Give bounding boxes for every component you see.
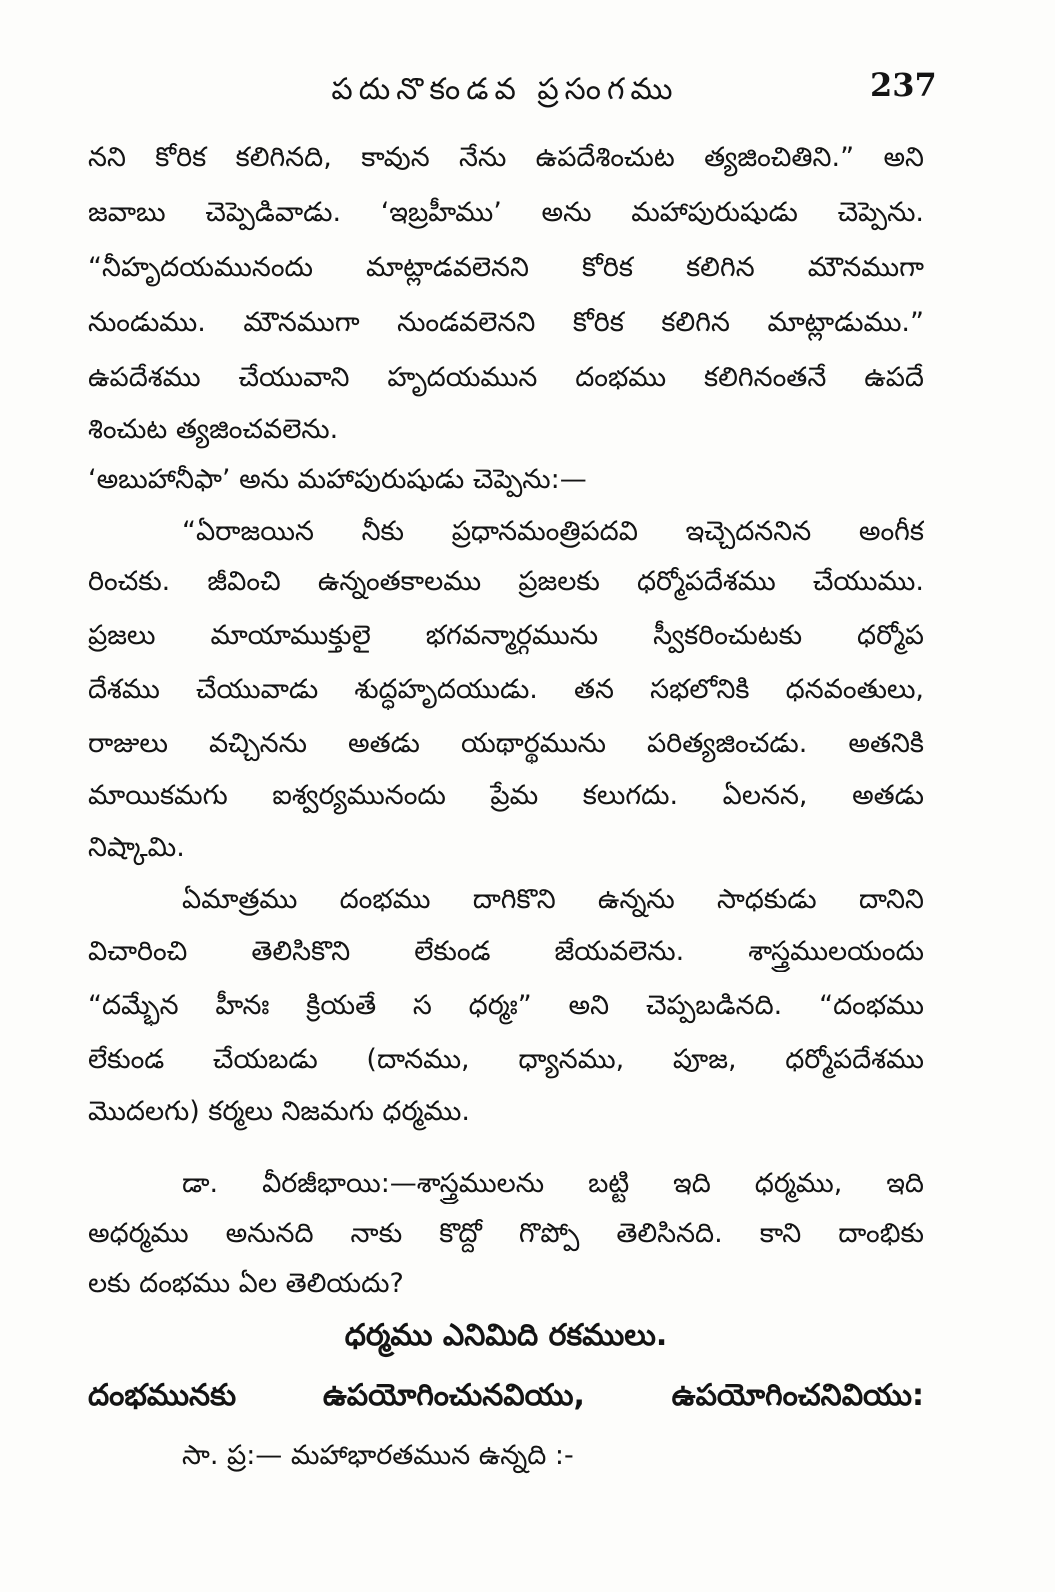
text-line: రాజులు వచ్చినను అతడు యథార్థమును పరిత్యజించడు. అతనికి [88,728,924,759]
text-line: శించుట త్యజించవలెను. [88,414,339,445]
text-line: నిష్కామి. [88,832,185,863]
source-line: సా. ప్ర:— మహాభారతమున ఉన్నది :- [182,1440,574,1471]
text-line: డా. వీరజీభాయి:—శాస్త్రములను బట్టి ఇది ధర్మము, ఇది [182,1168,924,1199]
chapter-title: పదునొకండవ ప్రసంగము [331,72,679,107]
text-line: ప్రజలు మాయాముక్తులై భగవన్మార్గమును స్వీకరించుటకు ధర్మోప [88,620,924,651]
text-line: మొదలగు) కర్మలు నిజమగు ధర్మము. [88,1096,470,1127]
text-line: రించకు. జీవించి ఉన్నంతకాలము ప్రజలకు ధర్మోపదేశము చేయుము. [88,566,924,597]
text-line: దేశము చేయువాడు శుద్ధహృదయుడు. తన సభలోనికి ధనవంతులు, [88,674,924,705]
text-line: “దమ్భేన హీనః క్రియతే స ధర్మః” అని చెప్పబడినది. “దంభము [88,990,924,1021]
text-line: నని కోరిక కలిగినది, కావున నేను ఉపదేశించుట త్యజించితిని.” అని [88,142,924,173]
text-line: జవాబు చెప్పెడివాడు. ‘ఇబ్రహీము’ అను మహాపురుషుడు చెప్పెను. [88,197,924,228]
text-line: ‘అబుహానీఫా’ అను మహాపురుషుడు చెప్పెను:— [88,464,587,495]
text-line: విచారించి తెలిసికొని లేకుండ జేయవలెను. శాస్త్రములయందు [88,936,924,967]
text-line: లేకుండ చేయబడు (దానము, ధ్యానము, పూజ, ధర్మోపదేశము [88,1044,924,1075]
text-line: ఏమాత్రము దంభము దాగికొని ఉన్నను సాధకుడు దానిని [182,884,924,915]
text-line: “ఏరాజయిన నీకు ప్రధానమంత్రిపదవి ఇచ్చెదననిన అంగీక [182,516,924,547]
section-heading: ధర్మము ఎనిమిది రకములు. [344,1318,668,1353]
text-line: నుండుము. మౌనముగా నుండవలెనని కోరిక కలిగిన మాట్లాడుము.” [88,307,924,338]
section-subheading: దంభమునకు ఉపయోగించునవియు, ఉపయోగించనివియు: [88,1378,924,1413]
text-line: ఉపదేశము చేయువాని హృదయమున దంభము కలిగినంతనే ఉపదే [88,362,924,393]
text-line: “నీహృదయమునందు మాట్లాడవలెనని కోరిక కలిగిన మౌనముగా [88,252,924,283]
text-line: అధర్మము అనునది నాకు కొద్దో గొప్పో తెలిసినది. కాని దాంభికు [88,1218,924,1249]
page-number: 237 [870,66,937,104]
text-line: లకు దంభము ఏల తెలియదు? [88,1268,404,1299]
text-line: మాయికమగు ఐశ్వర్యమునందు ప్రేమ కలుగదు. ఏలనన, అతడు [88,780,924,811]
